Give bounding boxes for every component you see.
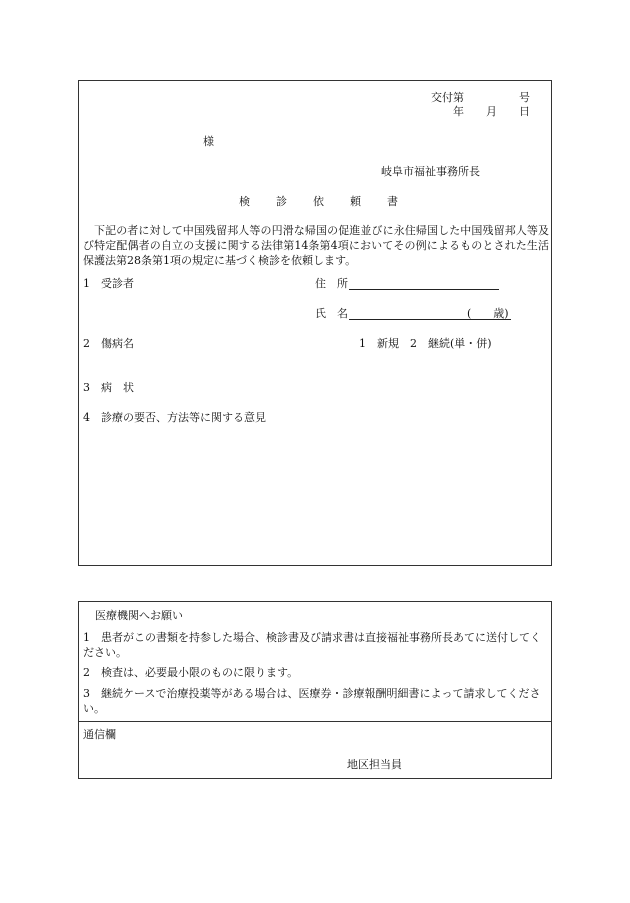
area-officer-label: 地区担当員 (347, 758, 402, 771)
opinion-label: 4 診療の要否、方法等に関する意見 (83, 411, 266, 424)
symptoms-label: 3 病 状 (83, 381, 134, 394)
issuer-name: 岐阜市福祉事務所長 (381, 165, 480, 178)
divider (79, 721, 551, 722)
age-label: ( 歳) (467, 307, 509, 320)
notice-item: 3 継続ケースで治療投薬等がある場合は、医療券・診療報酬明細書によって請求してください。 (83, 687, 541, 715)
issue-date: 年 月 日 (453, 105, 530, 118)
request-form (78, 80, 552, 566)
notice-box (78, 601, 552, 779)
name-label: 氏 名 (315, 307, 348, 320)
form-title: 検診依頼書 (239, 195, 424, 208)
comm-label: 通信欄 (83, 728, 116, 741)
address-label: 住 所 (315, 277, 348, 290)
notice-item: 1 患者がこの書類を持参した場合、検診書及び請求書は直接福祉事務所長あてに送付してください。 (83, 631, 541, 659)
address-line[interactable] (349, 289, 499, 290)
patient-label: 1 受診者 (83, 277, 134, 290)
issue-number: 交付第 号 (431, 91, 530, 104)
disease-label: 2 傷病名 (83, 337, 134, 350)
case-type-options: 1 新規 2 継続(単・併) (359, 337, 492, 350)
notice-item: 2 検査は、必要最小限のものに限ります。 (83, 666, 299, 679)
notice-title: 医療機関へお願い (95, 609, 183, 622)
request-body-text: 下記の者に対して中国残留邦人等の円滑な帰国の促進並びに永住帰国した中国残留邦人等及び特定配偶者の自立の支援に関する法律第14条第4項においてその例によるものとされた生活保護法第28条第1項の規定に基づく検診を依頼します。 (83, 224, 549, 267)
addressee-suffix: 様 (203, 135, 214, 148)
